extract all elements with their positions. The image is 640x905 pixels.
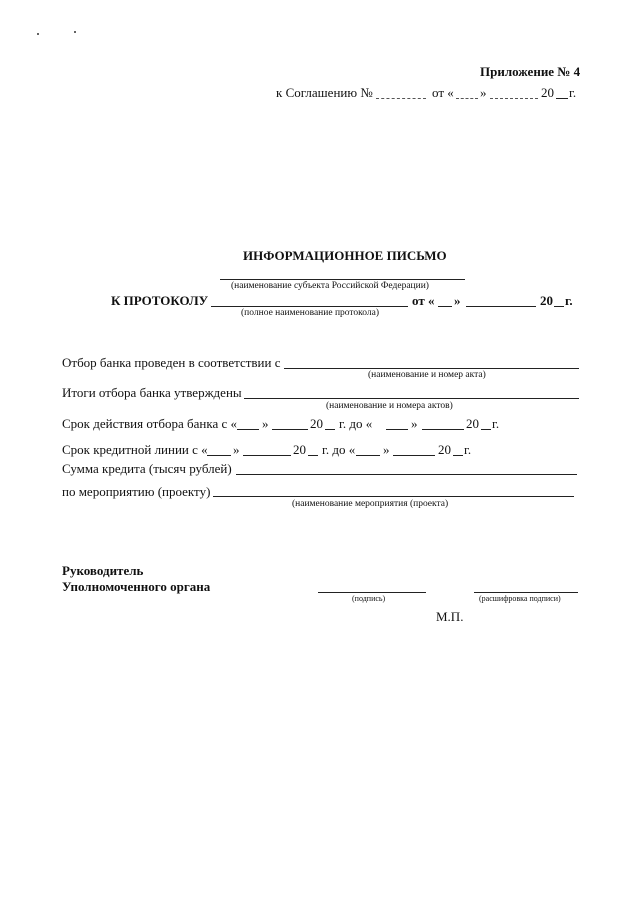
agreement-number-blank — [376, 98, 426, 99]
agreement-month-blank — [490, 98, 538, 99]
selection-basis-label: Отбор банка проведен в соответствии с — [62, 355, 281, 370]
subject-blank-line — [220, 279, 465, 280]
selection-basis-caption: (наименование и номер акта) — [368, 370, 486, 380]
credit-line-quote1: » — [233, 442, 240, 457]
validity-year2-blank — [481, 429, 491, 430]
protocol-from: от « — [412, 293, 435, 308]
validity-quote1: » — [262, 416, 269, 431]
credit-line-year2: 20 — [438, 442, 451, 457]
credit-sum-blank — [236, 474, 577, 475]
protocol-month-blank — [466, 306, 536, 307]
credit-line-quote2: » — [383, 442, 390, 457]
credit-line-label: Срок кредитной линии с « — [62, 442, 208, 457]
scan-speck — [74, 31, 76, 33]
validity-year2: 20 — [466, 416, 479, 431]
protocol-label: К ПРОТОКОЛУ — [111, 293, 209, 308]
signature-blank — [318, 592, 426, 593]
agreement-year-blank — [556, 98, 568, 99]
validity-day1-blank — [237, 429, 259, 430]
protocol-name-blank — [211, 306, 408, 307]
project-blank — [213, 496, 574, 497]
protocol-quote-close: » — [454, 293, 461, 308]
agreement-year: 20 — [541, 85, 554, 100]
subject-caption: (наименование субъекта Российской Федерации) — [231, 281, 429, 291]
signatory-role-line1: Руководитель — [62, 563, 144, 578]
agreement-prefix: к Соглашению № — [276, 85, 373, 100]
credit-line-year2-blank — [453, 455, 463, 456]
credit-line-year1-blank — [308, 455, 318, 456]
agreement-from: от « — [432, 85, 454, 100]
appendix-label: Приложение № 4 — [480, 64, 581, 79]
validity-quote2: » — [411, 416, 418, 431]
protocol-caption: (полное наименование протокола) — [241, 308, 380, 318]
validity-month1-blank — [272, 429, 308, 430]
agreement-quote-close: » — [480, 85, 487, 100]
agreement-day-blank — [456, 98, 478, 99]
protocol-day-blank — [438, 306, 452, 307]
signatory-role-line2: Уполномоченного органа — [62, 579, 211, 594]
validity-month2-blank — [422, 429, 464, 430]
credit-line-mid: г. до « — [322, 442, 356, 457]
credit-sum-label: Сумма кредита (тысяч рублей) — [62, 461, 232, 476]
validity-day2-blank — [386, 429, 408, 430]
results-caption: (наименование и номера актов) — [326, 401, 453, 411]
selection-basis-blank — [284, 368, 579, 369]
validity-mid: г. до « — [339, 416, 373, 431]
credit-line-day1-blank — [207, 455, 231, 456]
results-label: Итоги отбора банка утверждены — [62, 385, 242, 400]
signature-caption: (подпись) — [352, 594, 386, 603]
signature-decoding-blank — [474, 592, 578, 593]
validity-suffix: г. — [492, 416, 500, 431]
stamp-placeholder: М.П. — [436, 609, 464, 624]
project-caption: (наименование мероприятия (проекта) — [292, 499, 449, 509]
validity-year1: 20 — [310, 416, 323, 431]
protocol-year: 20 — [540, 293, 553, 308]
document-title: ИНФОРМАЦИОННОЕ ПИСЬМО — [243, 248, 447, 263]
credit-line-month2-blank — [393, 455, 435, 456]
project-label: по мероприятию (проекту) — [62, 484, 211, 499]
credit-line-month1-blank — [243, 455, 291, 456]
credit-line-day2-blank — [356, 455, 380, 456]
credit-line-year1: 20 — [293, 442, 306, 457]
agreement-year-suffix: г. — [569, 85, 577, 100]
scan-speck — [37, 33, 39, 35]
protocol-year-blank — [554, 306, 564, 307]
results-blank — [244, 398, 579, 399]
protocol-year-suffix: г. — [565, 293, 573, 308]
signature-decoding-caption: (расшифровка подписи) — [479, 594, 561, 603]
validity-label: Срок действия отбора банка с « — [62, 416, 237, 431]
credit-line-suffix: г. — [464, 442, 472, 457]
validity-year1-blank — [325, 429, 335, 430]
